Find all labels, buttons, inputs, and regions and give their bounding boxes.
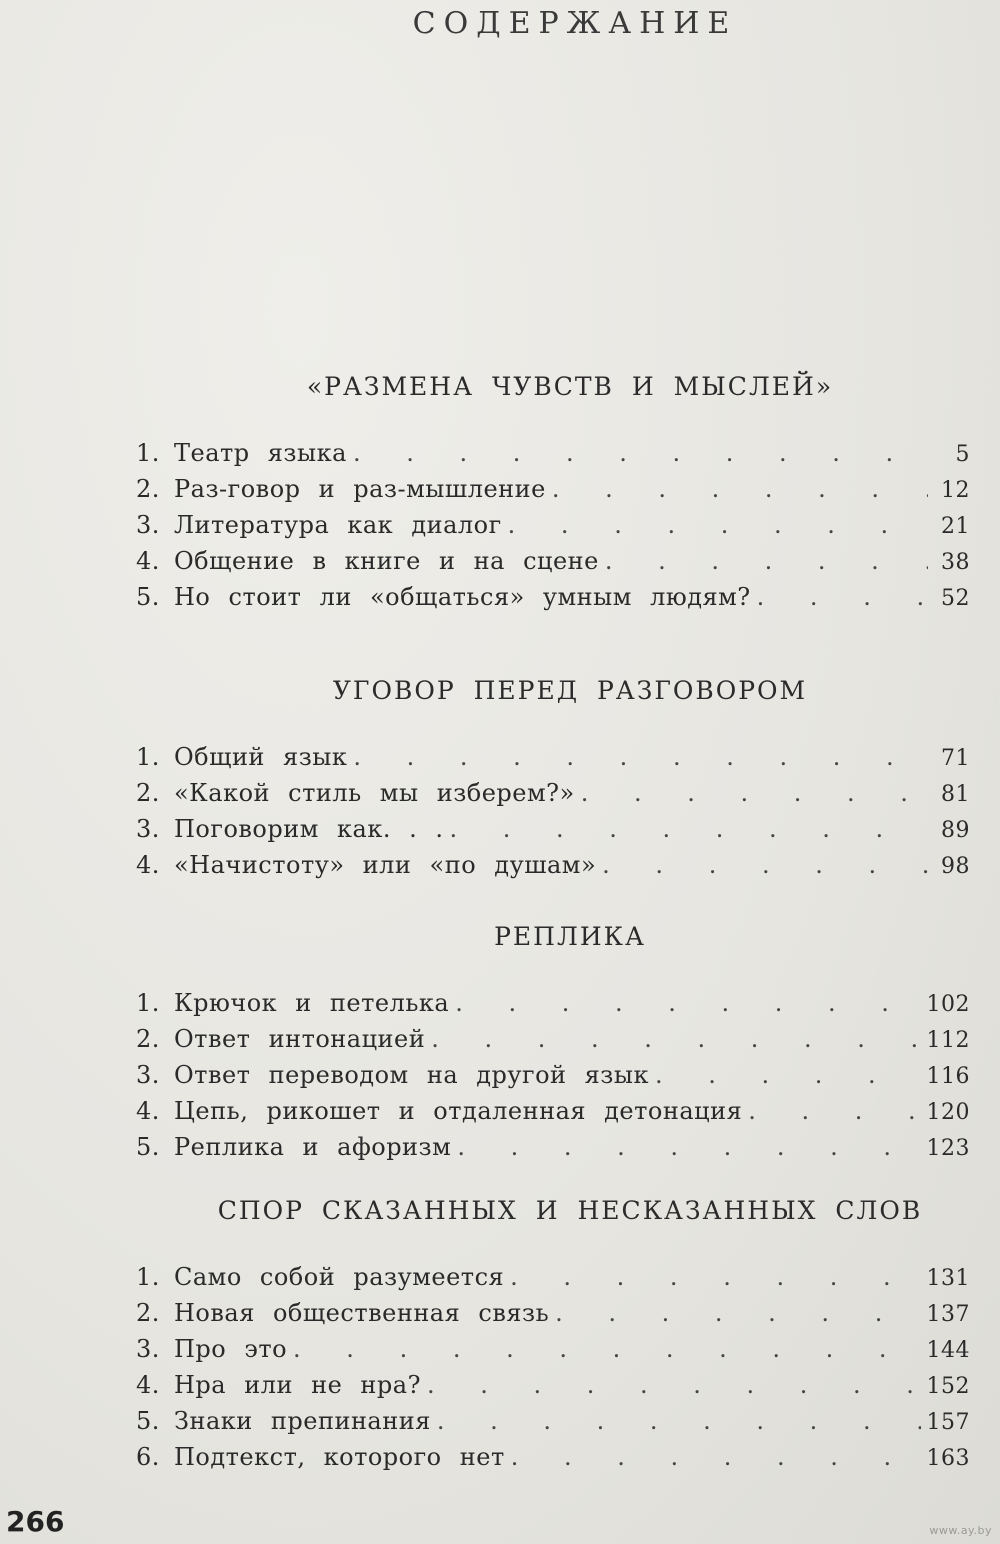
dot-leader (602, 847, 928, 883)
entry-title: Знаки препинания (174, 1407, 431, 1435)
section-heading: РЕПЛИКА (494, 922, 646, 951)
dot-leader (455, 985, 920, 1021)
entry-title: «Какой стиль мы изберем?» (174, 779, 575, 807)
page-number: 266 (6, 1505, 65, 1538)
entry-page: 112 (926, 1028, 970, 1053)
entry-number: 1. (136, 989, 160, 1017)
entry-page: 81 (941, 782, 970, 807)
page-title: СОДЕРЖАНИЕ (412, 6, 738, 41)
entry-title: Нра или не нра? (174, 1371, 421, 1399)
entry-page: 12 (941, 478, 970, 503)
entry-page: 38 (941, 550, 970, 575)
dot-leader (293, 1331, 920, 1367)
dot-leader (555, 1295, 920, 1331)
toc-entry (130, 1021, 970, 1057)
toc-entry (130, 985, 970, 1021)
entry-page: 123 (926, 1136, 970, 1161)
entry-number: 2. (136, 779, 160, 807)
entry-page: 120 (926, 1100, 970, 1125)
entry-number: 3. (136, 511, 160, 539)
dot-leader (431, 1021, 920, 1057)
toc-entry (130, 847, 970, 883)
entry-number: 1. (136, 743, 160, 771)
dot-leader (605, 543, 928, 579)
entry-page: 131 (926, 1266, 970, 1291)
entry-number: 4. (136, 1097, 160, 1125)
entry-number: 5. (136, 583, 160, 611)
dot-leader (427, 1367, 921, 1403)
entry-number: 2. (136, 475, 160, 503)
entry-title: «Начистоту» или «по душам» (174, 851, 597, 879)
dot-leader (457, 1129, 920, 1165)
entry-page: 71 (941, 746, 970, 771)
dot-leader (552, 471, 928, 507)
section-heading: «РАЗМЕНА ЧУВСТВ И МЫСЛЕЙ» (306, 372, 834, 401)
entry-title: Крючок и петелька (174, 989, 450, 1017)
entry-number: 4. (136, 1371, 160, 1399)
toc-entry (130, 543, 970, 579)
entry-page: 52 (941, 586, 970, 611)
dot-leader (581, 775, 928, 811)
entry-page: 116 (926, 1064, 970, 1089)
toc-section (130, 676, 970, 883)
toc-entry (130, 471, 970, 507)
entry-number: 4. (136, 851, 160, 879)
toc-entry (130, 1403, 970, 1439)
dot-leader (449, 811, 928, 847)
entry-page: 144 (926, 1338, 970, 1363)
entry-title: Раз-говор и раз-мышление (174, 475, 546, 503)
entry-title: Реплика и афоризм (174, 1133, 452, 1161)
toc-entry (130, 1439, 970, 1475)
toc-entry (130, 579, 970, 615)
dot-leader (508, 507, 928, 543)
entry-page: 137 (926, 1302, 970, 1327)
entry-number: 4. (136, 547, 160, 575)
toc-section (130, 1196, 970, 1475)
entry-title: Литература как диалог (174, 511, 502, 539)
toc-entry (130, 1057, 970, 1093)
entry-number: 6. (136, 1443, 160, 1471)
entry-title: Ответ переводом на другой язык (174, 1061, 649, 1089)
entry-page: 89 (941, 818, 970, 843)
toc-section (130, 922, 970, 1165)
toc-entry (130, 739, 970, 775)
toc-entry (130, 1295, 970, 1331)
toc-entry (130, 1129, 970, 1165)
entry-title: Ответ интонацией (174, 1025, 426, 1053)
dot-leader (748, 1093, 920, 1129)
entry-number: 5. (136, 1133, 160, 1161)
entry-page: 163 (926, 1446, 970, 1471)
entry-number: 2. (136, 1025, 160, 1053)
toc-entry (130, 1093, 970, 1129)
entry-title: Новая общественная связь (174, 1299, 550, 1327)
toc-section (130, 372, 970, 615)
entry-page: 5 (955, 442, 970, 467)
entry-number: 1. (136, 439, 160, 467)
toc-entry (130, 775, 970, 811)
entry-number: 2. (136, 1299, 160, 1327)
entry-page: 102 (926, 992, 970, 1017)
entry-title: Про это (174, 1335, 288, 1363)
dot-leader (655, 1057, 921, 1093)
entry-title: Но стоит ли «общаться» умным людям? (174, 583, 751, 611)
toc-entry (130, 811, 970, 847)
toc-entry (130, 435, 970, 471)
entry-number: 3. (136, 1061, 160, 1089)
entry-title: Общение в книге и на сцене (174, 547, 599, 575)
dot-leader (511, 1439, 921, 1475)
entry-number: 3. (136, 1335, 160, 1363)
dot-leader (353, 435, 928, 471)
dot-leader (437, 1403, 921, 1439)
entry-page: 98 (941, 854, 970, 879)
toc-entry (130, 1367, 970, 1403)
entry-page: 157 (926, 1410, 970, 1435)
entry-title: Театр языка (174, 439, 347, 467)
entry-number: 5. (136, 1407, 160, 1435)
entry-title: Само собой разумеется (174, 1263, 505, 1291)
entry-page: 152 (926, 1374, 970, 1399)
dot-leader (353, 739, 928, 775)
section-heading: УГОВОР ПЕРЕД РАЗГОВОРОМ (332, 676, 808, 705)
entry-number: 1. (136, 1263, 160, 1291)
dot-leader (757, 579, 928, 615)
entry-number: 3. (136, 815, 160, 843)
entry-title: Цепь, рикошет и отдаленная детонация (174, 1097, 743, 1125)
watermark: www.ay.by (929, 1524, 992, 1537)
section-heading: СПОР СКАЗАННЫХ И НЕСКАЗАННЫХ СЛОВ (217, 1196, 923, 1225)
entry-title: Общий язык (174, 743, 348, 771)
toc-entry (130, 1331, 970, 1367)
toc-entry (130, 1259, 970, 1295)
dot-leader (510, 1259, 920, 1295)
toc-entry (130, 507, 970, 543)
entry-title: Подтекст, которого нет (174, 1443, 505, 1471)
entry-title: Поговорим как. . . (174, 815, 444, 843)
entry-page: 21 (941, 514, 970, 539)
